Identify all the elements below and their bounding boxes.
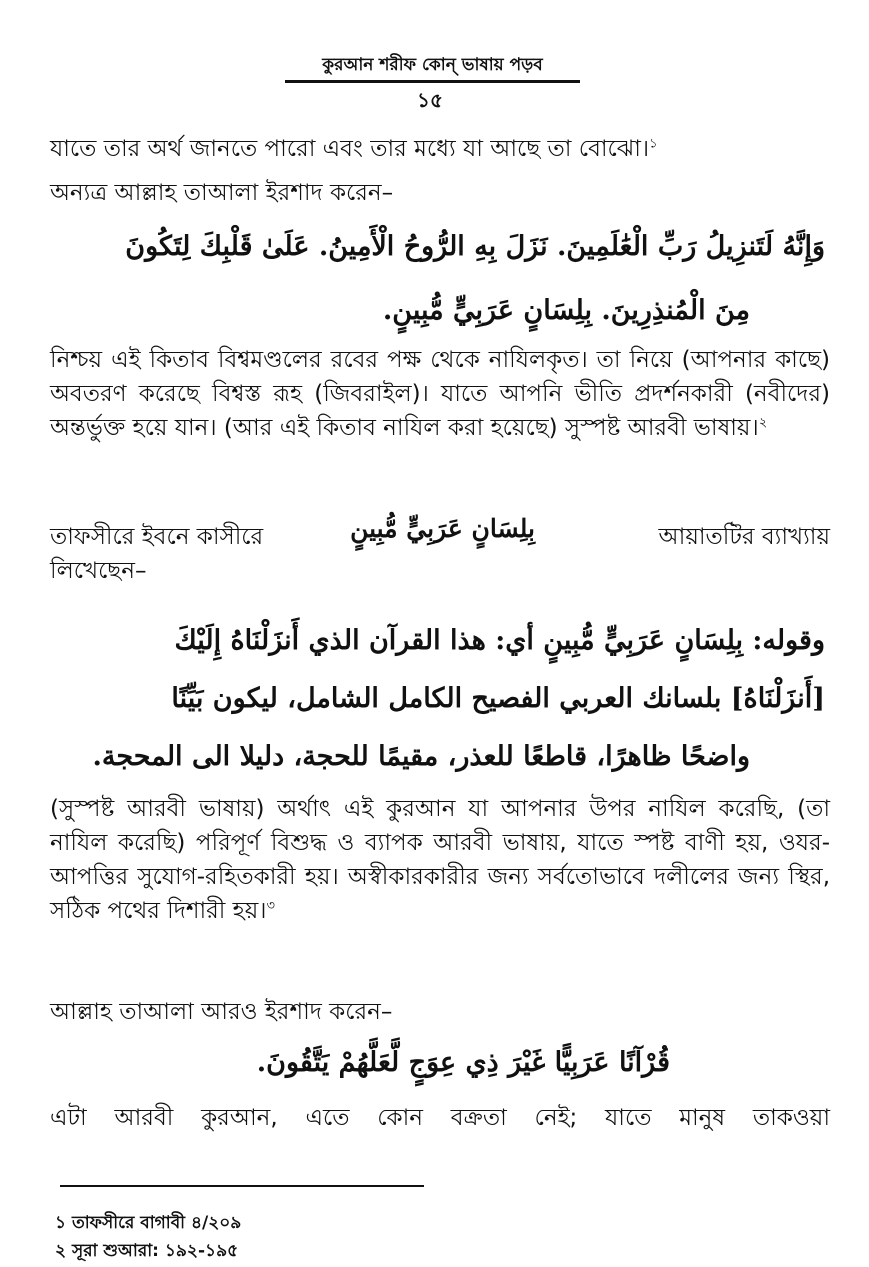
text-line-2: অন্যত্র আল্লাহ তাআলা ইরশাদ করেন– — [50, 180, 394, 206]
translation-paragraph-1-text: নিশ্চয় এই কিতাব বিশ্বমণ্ডলের রবের পক্ষ থেকে নাযিলকৃত। তা নিয়ে (আপনার কাছে) অবতরণ করেছে বিশ্বস্ত রূহ (জিবরাইল)। যাতে আপনি ভীতি প্রদর্শনকারী (নবীদের) অন্তর্ভুক্ত হয়ে যান। (আর এই কিতাব নাযিল করা হয়েছে) সুস্পষ্ট আরবী ভাষায়। — [50, 347, 830, 441]
footnote-ref-2: ২ — [758, 415, 768, 431]
arabic-verse-1-line-2: مِنَ الْمُنذِرِينَ. بِلِسَانٍ عَرَبِيٍّ مُّبِينٍ. — [382, 295, 750, 326]
tafsir-intro-line-2: লিখেছেন– — [50, 558, 147, 584]
footnote-rule — [60, 1185, 424, 1187]
footnote-1: ১ তাফসীরে বাগাবী ৪/২০৯ — [55, 1213, 242, 1233]
tafsir-intro-prefix: তাফসীরে ইবনে কাসীরে — [50, 524, 264, 550]
running-header: কুরআন শরীফ কোন্‌ ভাষায় পড়ব — [322, 55, 543, 75]
translation-paragraph-2 — [50, 792, 830, 972]
text-last-line: এটা আরবী কুরআন, এতে কোন বক্রতা নেই; যাতে মানুষ তাকওয়া — [50, 1105, 830, 1131]
arabic-verse-3: قُرْآنًا عَرَبِيًّا غَيْرَ ذِي عِوَجٍ لَّعَلَّهُمْ يَتَّقُونَ. — [256, 1047, 670, 1078]
tafsir-intro-suffix: আয়াতটির ব্যাখ্যায় — [658, 524, 830, 550]
arabic-tafsir-line-1: وقوله: بِلِسَانٍ عَرَبِيٍّ مُّبِينٍ أي: هذا القرآن الذي أَنزَلْنَاهُ إِلَيْكَ — [174, 625, 825, 656]
translation-paragraph-1 — [50, 343, 830, 493]
arabic-verse-1-line-1: وَإِنَّهُ لَتَنزِيلُ رَبِّ الْعَٰلَمِينَ. نَزَلَ بِهِ الرُّوحُ الْأَمِينُ. عَلَىٰ قَلْبِكَ لِتَكُونَ — [125, 231, 825, 262]
text-line-1-content: যাতে তার অর্থ জানতে পারো এবং তার মধ্যে যা আছে তা বোঝো। — [50, 136, 650, 162]
tafsir-inline-arabic: بِلِسَانٍ عَرَبِيٍّ مُّبِينٍ — [350, 514, 535, 543]
text-line-allah-2: আল্লাহ তাআলা আরও ইরশাদ করেন– — [50, 999, 393, 1025]
page-number: ১৫ — [417, 88, 443, 112]
translation-paragraph-2-text: (সুস্পষ্ট আরবী ভাষায়) অর্থাৎ এই কুরআন যা আপনার উপর নাযিল করেছি, (তা নাযিল করেছি) পরিপূর্ণ বিশুদ্ধ ও ব্যাপক আরবী ভাষায়, যাতে স্পষ্ট বাণী হয়, ওযর-আপত্তির সুযোগ-রহিতকারী হয়। অস্বীকারকারীর জন্য সর্বতোভাবে দলীলের জন্য স্থির, সঠিক পথের দিশারী হয়। — [50, 796, 830, 924]
arabic-tafsir-line-2: [أَنزَلْنَاهُ] بلسانك العربي الفصيح الكامل الشامل، ليكون بَيِّنًا — [171, 683, 825, 714]
footnote-ref-1: ১ — [649, 136, 658, 152]
arabic-tafsir-line-3: واضحًا ظاهرًا، قاطعًا للعذر، مقيمًا للحجة، دليلا الى المحجة. — [92, 741, 750, 772]
footnote-ref-3: ৩ — [266, 898, 275, 914]
footnote-2: ২ সূরা শুআরা: ১৯২-১৯৫ — [55, 1241, 239, 1261]
text-line-1 — [50, 132, 830, 166]
header-rule — [285, 80, 580, 83]
